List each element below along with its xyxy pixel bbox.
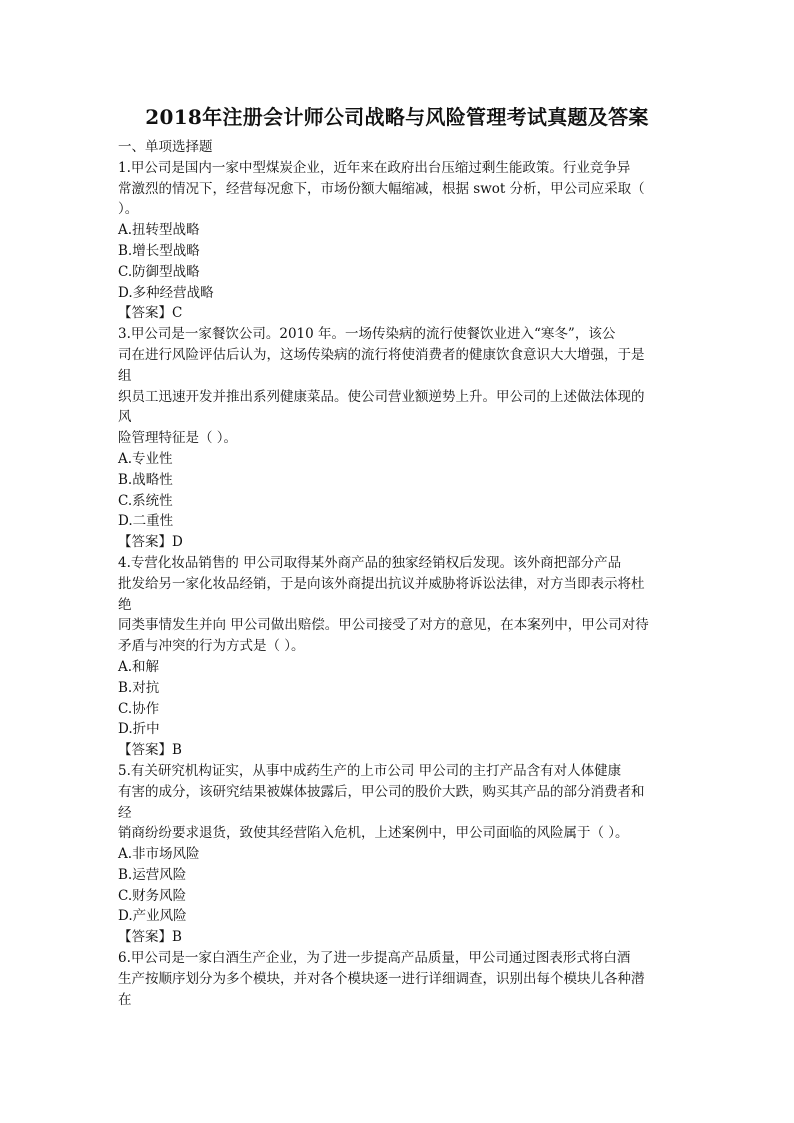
text-line: C.防御型战略	[118, 263, 200, 280]
text-line: A.扭转型战略	[118, 222, 200, 239]
text-line: 经	[118, 804, 132, 821]
document-body	[118, 137, 678, 1010]
text-line: A.专业性	[118, 450, 173, 467]
text-line: D.折中	[118, 721, 160, 738]
text-line: 常激烈的情况下，经营每况愈下，市场份额大幅缩减，根据 swot 分析，甲公司应采取（	[118, 180, 645, 197]
text-line: D.多种经营战略	[118, 284, 214, 301]
text-line: 绝	[118, 596, 132, 613]
text-line: 在	[118, 991, 132, 1008]
text-line: 【答案】D	[118, 534, 183, 551]
text-line: 生产按顺序划分为多个模块，并对各个模块逐一进行详细调查，识别出每个模块儿各种潜	[118, 970, 645, 987]
text-line: 3.甲公司是一家餐饮公司。2010 年。一场传染病的流行使餐饮业进入“寒冬”，该公	[118, 326, 616, 343]
text-line: D.二重性	[118, 513, 174, 530]
text-line: 【答案】B	[118, 742, 182, 759]
text-line: C.系统性	[118, 492, 173, 509]
text-line: B.对抗	[118, 679, 160, 696]
text-line: A.和解	[118, 658, 160, 675]
text-line: B.运营风险	[118, 866, 187, 883]
text-line: 4.专营化妆品销售的 甲公司取得某外商产品的独家经销权后发现。该外商把部分产品	[118, 554, 622, 571]
text-line: 险管理特征是（ ）。	[118, 430, 238, 447]
text-line: D.产业风险	[118, 908, 187, 925]
text-line: B.增长型战略	[118, 242, 200, 259]
text-line: 销商纷纷要求退货，致使其经营陷入危机，上述案例中，甲公司面临的风险属于（ ）。	[118, 825, 629, 842]
text-line: 【答案】B	[118, 929, 182, 946]
text-line: ）。	[118, 201, 139, 218]
text-line: 有害的成分，该研究结果被媒体披露后，甲公司的股价大跌，购买其产品的部分消费者和	[118, 783, 645, 800]
text-line: 【答案】C	[118, 305, 183, 322]
text-line: 5.有关研究机构证实，从事中成药生产的上市公司 甲公司的主打产品含有对人体健康	[118, 762, 622, 779]
text-line: 风	[118, 409, 132, 426]
text-line: 矛盾与冲突的行为方式是（ ）。	[118, 638, 305, 655]
text-line: C.协作	[118, 700, 160, 717]
text-line: 一、单项选择题	[118, 139, 213, 155]
text-line: 组	[118, 367, 132, 384]
text-line: 6.甲公司是一家白酒生产企业，为了进一步提高产品质量，甲公司通过图表形式将白酒	[118, 950, 631, 967]
text-line: 织员工迅速开发并推出系列健康菜品。使公司营业额逆势上升。甲公司的上述做法体现的	[118, 388, 645, 405]
text-line: 同类事情发生并向 甲公司做出赔偿。甲公司接受了对方的意见，在本案列中，甲公司对待	[118, 617, 649, 634]
text-line: 批发给另一家化妆品经销，于是向该外商提出抗议并威胁将诉讼法律，对方当即表示将杜	[118, 575, 645, 592]
text-line: C.财务风险	[118, 887, 187, 904]
text-line: A.非市场风险	[118, 846, 200, 863]
text-line: B.战略性	[118, 471, 173, 488]
document-title: 2018年注册会计师公司战略与风险管理考试真题及答案	[145, 105, 649, 129]
text-line: 司在进行风险评估后认为，这场传染病的流行将使消费者的健康饮食意识大大增强，于是	[118, 346, 645, 363]
text-line: 1.甲公司是国内一家中型煤炭企业，近年来在政府出台压缩过剩生能政策。行业竞争异	[118, 159, 631, 176]
